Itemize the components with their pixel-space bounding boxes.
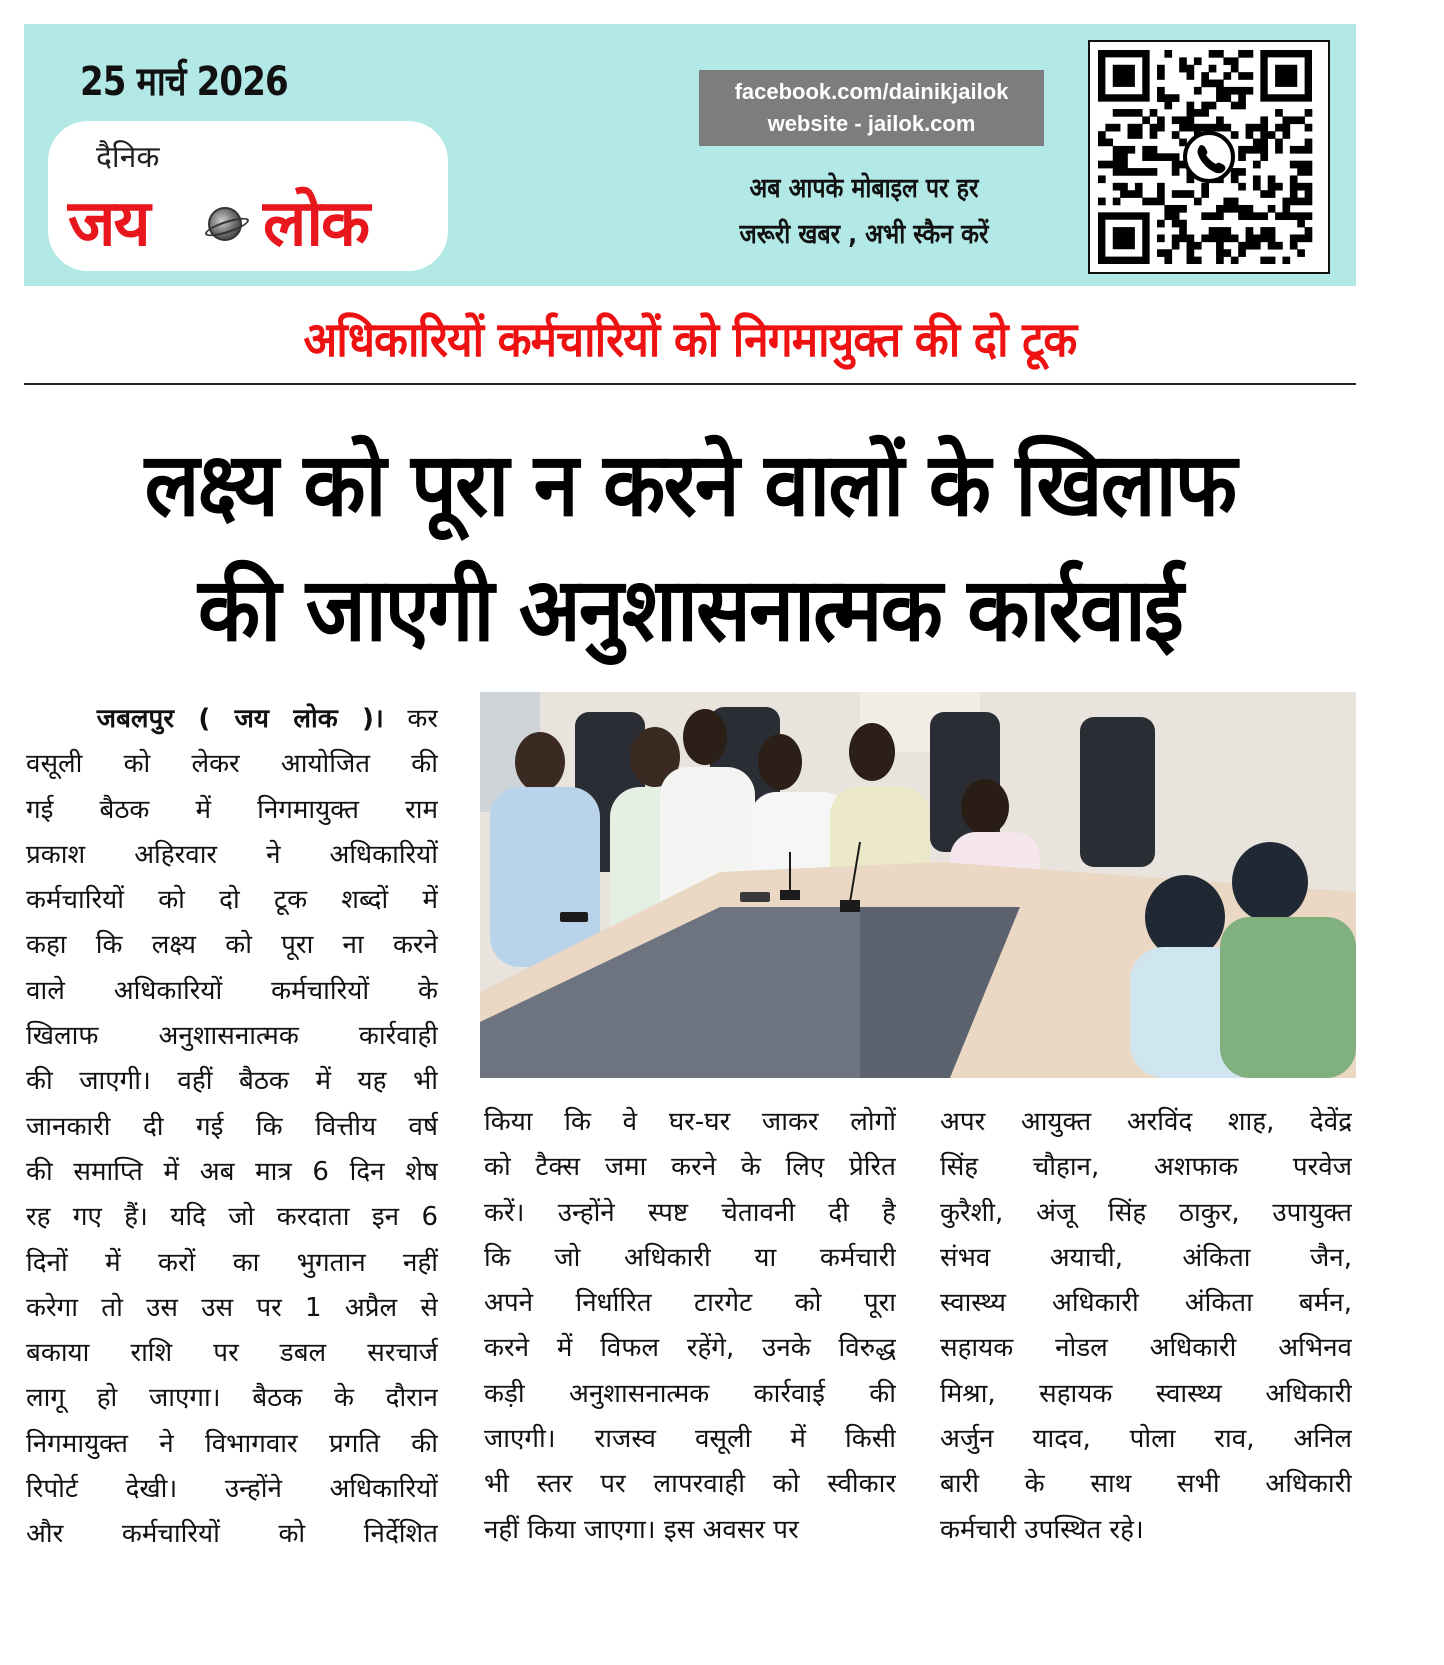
- column-line: किया कि वे घर-घर जाकर लोगों: [484, 1107, 896, 1137]
- dateline: जबलपुर ( जय लोक )।: [96, 704, 384, 734]
- column-line: भी स्तर पर लापरवाही को स्वीकार: [484, 1469, 896, 1500]
- logo-prefix: दैनिक: [96, 140, 160, 175]
- column-line: अर्जुन यादव, पोला राव, अनिल: [940, 1424, 1352, 1455]
- column-line: गई बैठक में निगमायुक्त राम: [26, 794, 438, 825]
- globe-icon: [208, 207, 242, 241]
- column-line: कि जो अधिकारी या कर्मचारी: [484, 1242, 896, 1273]
- column-line: दिनों में करों का भुगतान नहीं: [26, 1247, 438, 1278]
- article-column-2: [484, 1100, 896, 1553]
- whatsapp-promo-text: [692, 166, 1036, 258]
- masthead: [24, 24, 1356, 286]
- column-line: निगमायुक्त ने विभागवार प्रगति की: [26, 1428, 438, 1459]
- column-line: खिलाफ अनुशासनात्मक कार्रवाही: [26, 1021, 438, 1052]
- column-line: की समाप्ति में अब मात्र 6 दिन शेष: [26, 1156, 438, 1187]
- social-links-box: [699, 70, 1044, 146]
- column-line: और कर्मचारियों को निर्देशित: [26, 1519, 438, 1550]
- column-line: कहा कि लक्ष्य को पूरा ना करने: [26, 930, 438, 961]
- column-line: प्रकाश अहिरवार ने अधिकारियों: [26, 839, 438, 870]
- article-column-1: [26, 697, 438, 1558]
- headline-line-2: की जाएगी अनुशासनात्मक कार्रवाई: [198, 558, 1182, 661]
- column-line: सहायक नोडल अधिकारी अभिनव: [940, 1333, 1352, 1364]
- section-divider: [24, 383, 1356, 385]
- promo-line-2: जरूरी खबर , अभी स्कैन करें: [739, 219, 989, 250]
- meeting-photo-illustration: [480, 692, 1356, 1078]
- logo-word-jay: जय: [68, 187, 149, 261]
- column-line: मिश्रा, सहायक स्वास्थ्य अधिकारी: [940, 1378, 1352, 1409]
- column-line: कर्मचारी उपस्थित रहे।: [940, 1514, 1144, 1545]
- qr-code-graphic: [1098, 50, 1320, 264]
- whatsapp-qr-code-icon[interactable]: [1088, 40, 1330, 274]
- logo-word-lok: लोक: [263, 187, 369, 261]
- column-line: करने में विफल रहेंगे, उनके विरुद्ध: [484, 1333, 896, 1364]
- whatsapp-icon: [1185, 133, 1233, 181]
- column-line: अपने निर्धारित टारगेट को पूरा: [484, 1288, 896, 1319]
- meeting-photo[interactable]: [480, 692, 1356, 1078]
- column-line: कर्मचारियों को दो टूक शब्दों में: [26, 885, 438, 916]
- column-line: संभव अयाची, अंकिता जैन,: [940, 1242, 1352, 1273]
- column-line: वाले अधिकारियों कर्मचारियों के: [26, 975, 438, 1006]
- kicker-headline: अधिकारियों कर्मचारियों को निगमायुक्त की दो टूक: [303, 312, 1077, 368]
- column-line: वसूली को लेकर आयोजित की: [26, 749, 438, 780]
- column-line: रिपोर्ट देखी। उन्होंने अधिकारियों: [26, 1474, 438, 1505]
- facebook-link[interactable]: facebook.com/dainikjailok: [734, 79, 1009, 104]
- column-line: करें। उन्होंने स्पष्ट चेतावनी दी है: [484, 1197, 896, 1228]
- issue-date: 25 मार्च 2026: [80, 59, 288, 105]
- column-line: स्वास्थ्य अधिकारी अंकिता बर्मन,: [940, 1288, 1352, 1319]
- column-line: करेगा तो उस उस पर 1 अप्रैल से: [26, 1292, 438, 1323]
- column-text: कर: [383, 704, 438, 734]
- column-line: बारी के साथ सभी अधिकारी: [940, 1469, 1352, 1500]
- column-line: [26, 697, 438, 742]
- column-line: सिंह चौहान, अशफाक परवेज: [940, 1152, 1352, 1183]
- column-line: लागू हो जाएगा। बैठक के दौरान: [26, 1383, 438, 1414]
- article-column-3: [940, 1100, 1352, 1553]
- column-line: अपर आयुक्त अरविंद शाह, देवेंद्र: [940, 1107, 1352, 1137]
- headline-line-1: लक्ष्य को पूरा न करने वालों के खिलाफ: [144, 433, 1236, 536]
- column-line: रह गए हैं। यदि जो करदाता इन 6: [26, 1202, 438, 1233]
- column-line: नहीं किया जाएगा। इस अवसर पर: [484, 1514, 799, 1545]
- column-line: बकाया राशि पर डबल सरचार्ज: [26, 1338, 438, 1369]
- promo-line-1: अब आपके मोबाइल पर हर: [749, 173, 979, 204]
- column-line: को टैक्स जमा करने के लिए प्रेरित: [484, 1152, 896, 1183]
- website-link[interactable]: website - jailok.com: [767, 111, 976, 136]
- column-line: कुरैशी, अंजू सिंह ठाकुर, उपायुक्त: [940, 1197, 1352, 1228]
- column-line: जानकारी दी गई कि वित्तीय वर्ष: [26, 1111, 438, 1142]
- column-line: कड़ी अनुशासनात्मक कार्रवाई की: [484, 1378, 896, 1409]
- newspaper-logo[interactable]: [48, 121, 448, 271]
- column-line: की जाएगी। वहीं बैठक में यह भी: [26, 1066, 438, 1097]
- column-line: जाएगी। राजस्व वसूली में किसी: [484, 1424, 896, 1455]
